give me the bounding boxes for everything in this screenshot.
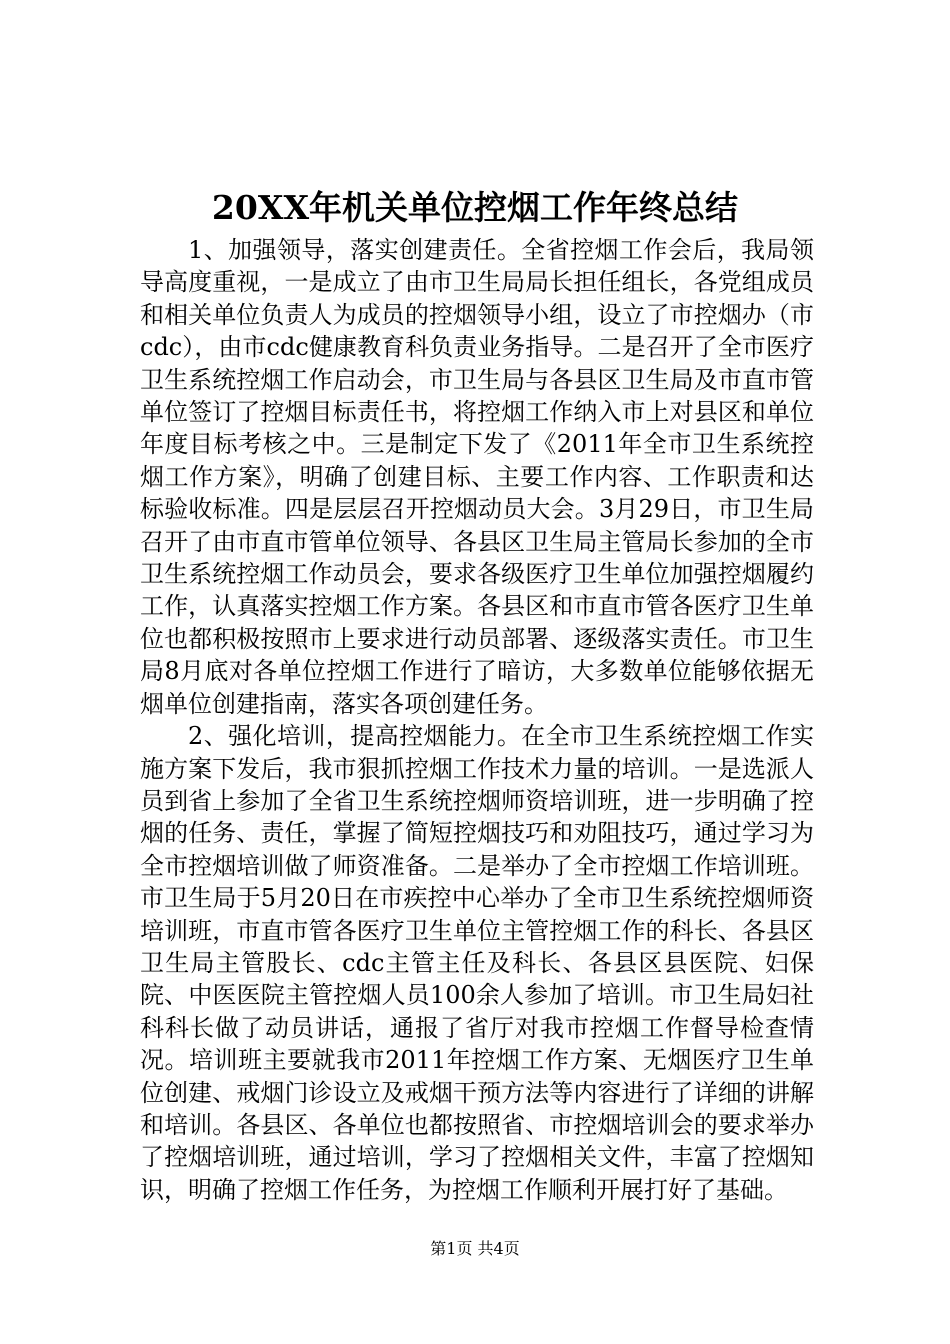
paragraph-1: 1、加强领导，落实创建责任。全省控烟工作会后，我局领导高度重视，一是成立了由市卫生局局长担任组长，各党组成员和相关单位负责人为成员的控烟领导小组，设立了市控烟办（市cdc），由市cdc健康教育科负责业务指导。二是召开了全市医疗卫生系统控烟工作启动会，市卫生局与各县区卫生局及市直市管单位签订了控烟目标责任书，将控烟工作纳入市上对县区和单位年度目标考核之中。三是制定下发了《2011年全市卫生系统控烟工作方案》，明确了创建目标、主要工作内容、工作职责和达标验收标准。四是层层召开控烟动员大会。3月29日，市卫生局召开了由市直市管单位领导、各县区卫生局主管局长参加的全市卫生系统控烟工作动员会，要求各级医疗卫生单位加强控烟履约工作，认真落实控烟工作方案。各县区和市直市管各医疗卫生单位也都积极按照市上要求进行动员部署、逐级落实责任。市卫生局8月底对各单位控烟工作进行了暗访，大多数单位能够依据无烟单位创建指南，落实各项创建任务。 bbox=[140, 236, 814, 718]
paragraph-2: 2、强化培训，提高控烟能力。在全市卫生系统控烟工作实施方案下发后，我市狠抓控烟工作技术力量的培训。一是选派人员到省上参加了全省卫生系统控烟师资培训班，进一步明确了控烟的任务、责任，掌握了简短控烟技巧和劝阻技巧，通过学习为全市控烟培训做了师资准备。二是举办了全市控烟工作培训班。市卫生局于5月20日在市疾控中心举办了全市卫生系统控烟师资培训班，市直市管各医疗卫生单位主管控烟工作的科长、各县区卫生局主管股长、cdc主管主任及科长、各县区县医院、妇保院、中医医院主管控烟人员100余人参加了培训。市卫生局妇社科科长做了动员讲话，通报了省厅对我市控烟工作督导检查情况。培训班主要就我市2011年控烟工作方案、无烟医疗卫生单位创建、戒烟门诊设立及戒烟干预方法等内容进行了详细的讲解和培训。各县区、各单位也都按照省、市控烟培训会的要求举办了控烟培训班，通过培训，学习了控烟相关文件，丰富了控烟知识，明确了控烟工作任务，为控烟工作顺利开展打好了基础。 bbox=[140, 722, 814, 1204]
document-title: 20XX年机关单位控烟工作年终总结 bbox=[211, 188, 739, 227]
document-body bbox=[140, 234, 814, 1206]
page-number-footer: 第1页 共4页 bbox=[430, 1239, 520, 1258]
